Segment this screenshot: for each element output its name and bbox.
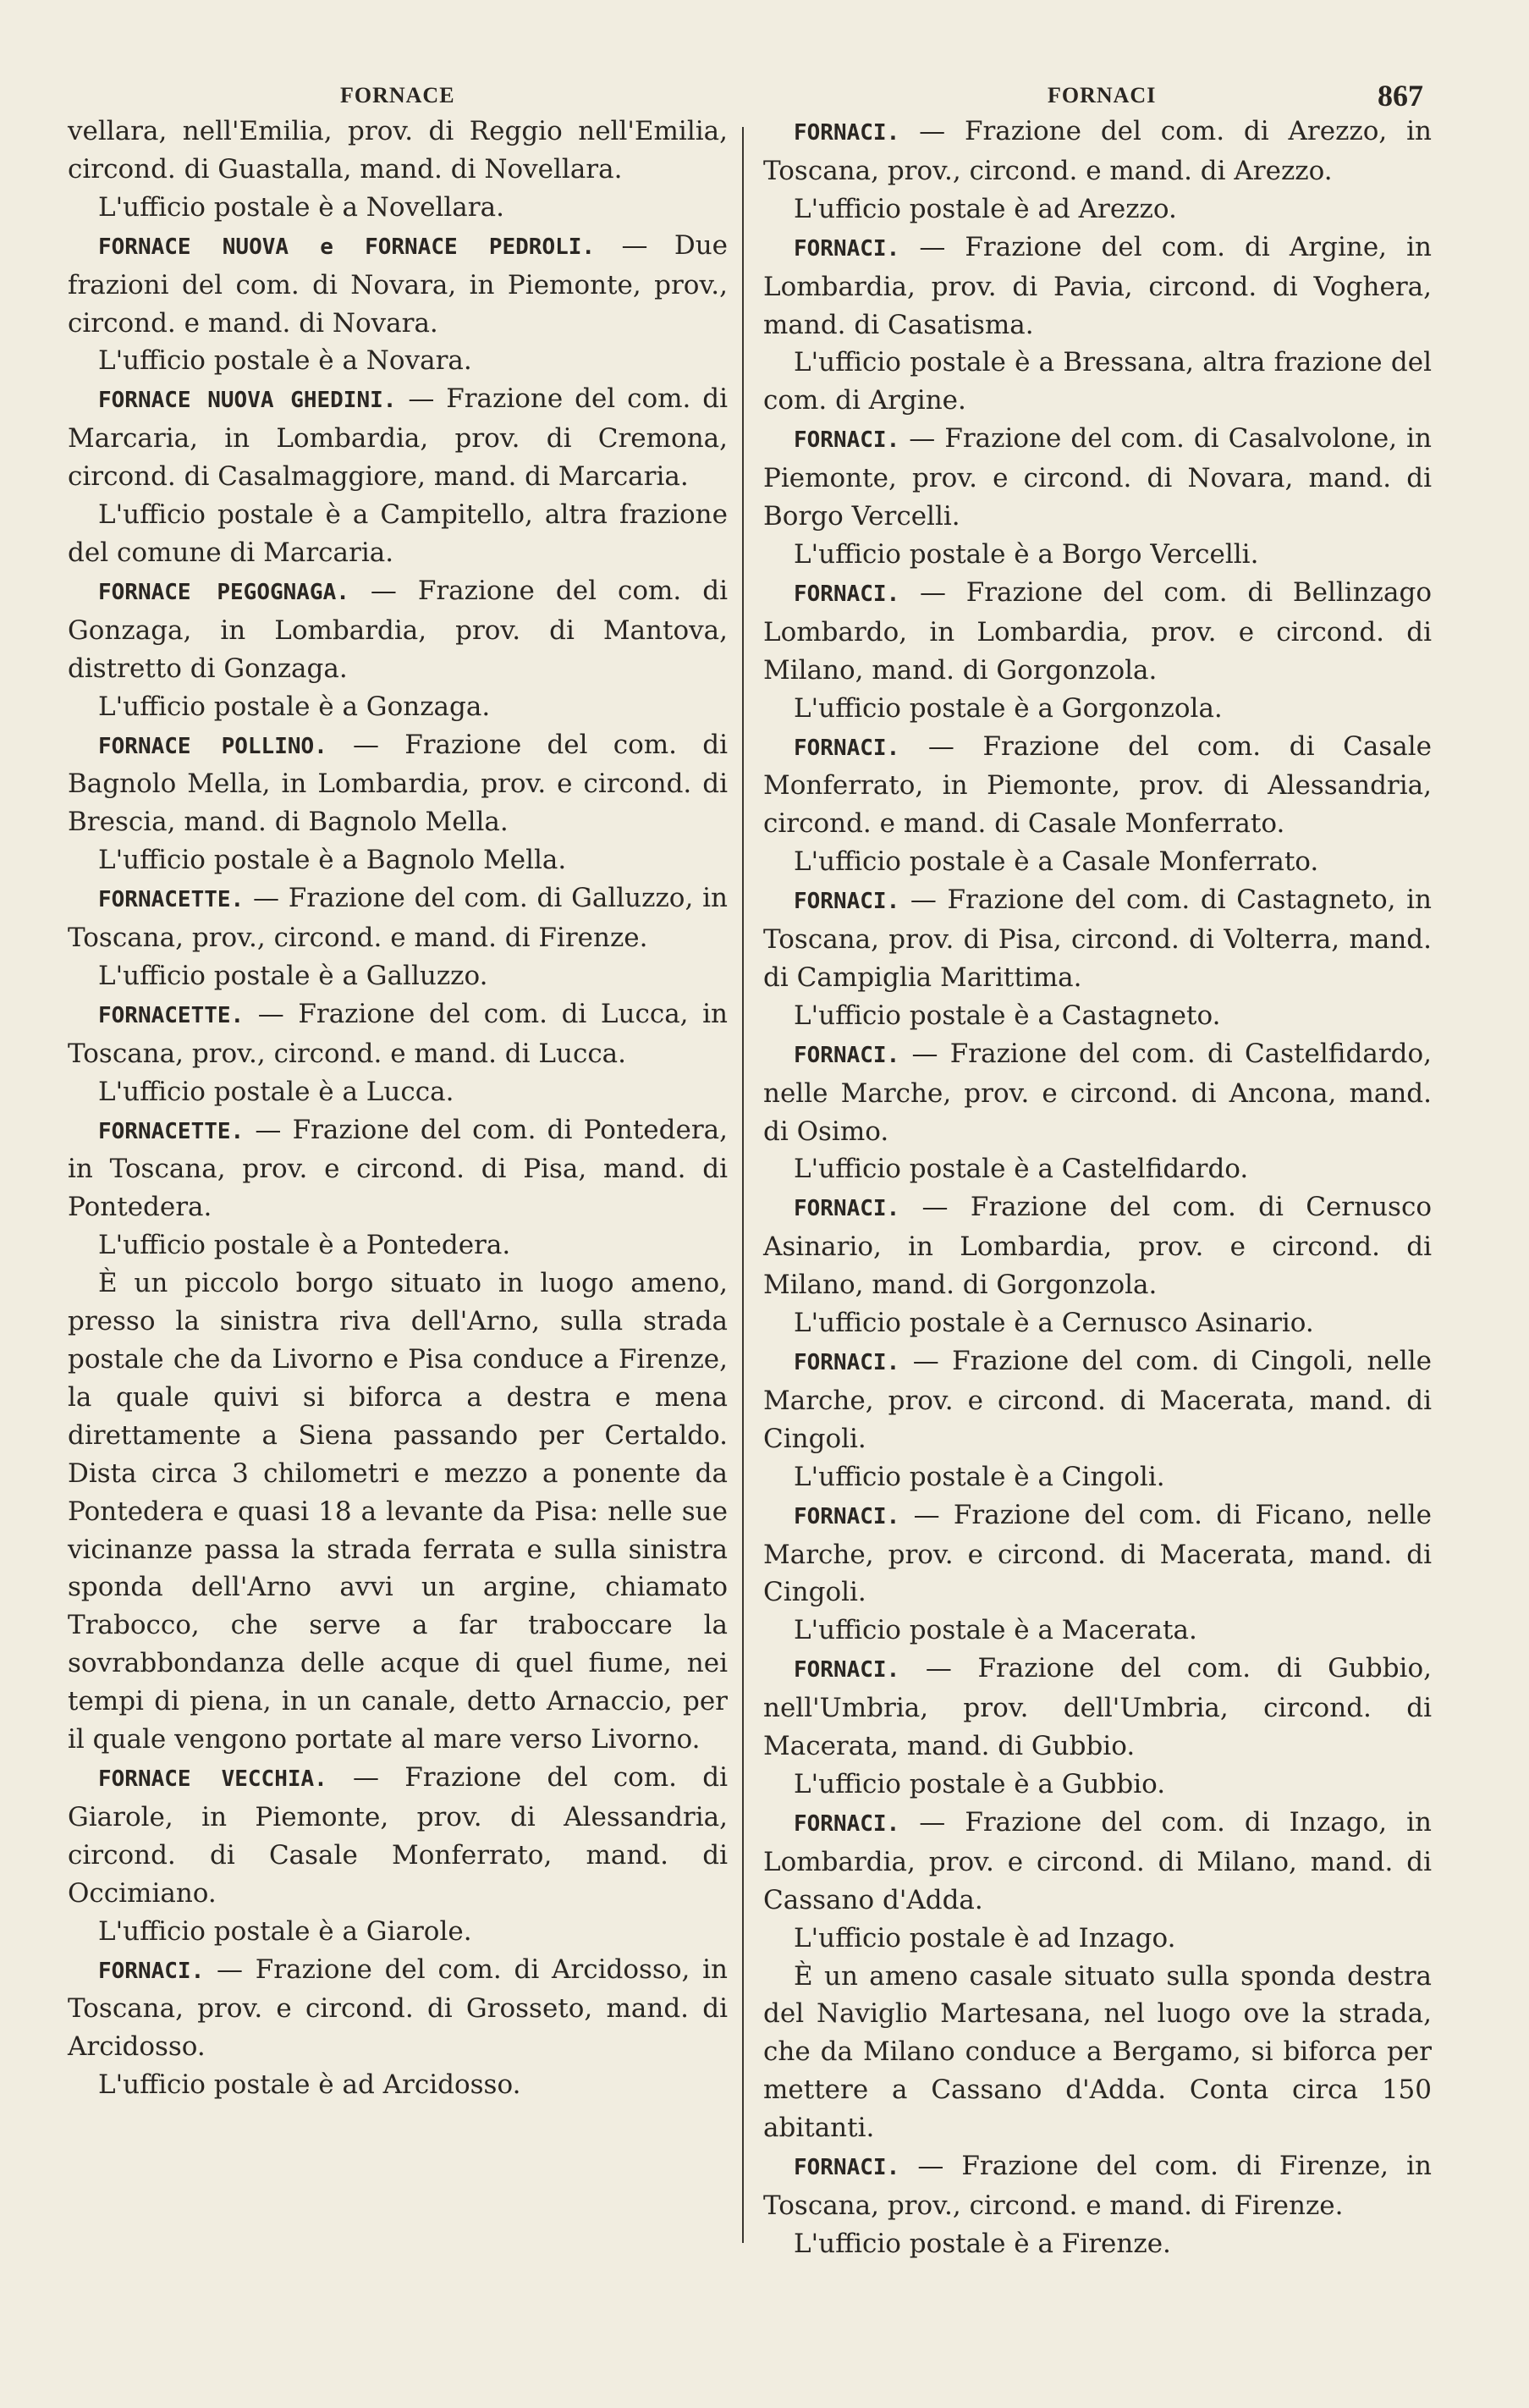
entry-description: — Frazione del com. di Argine, in Lombardia, prov. di Pavia, circond. di Voghera, mand. di Casatisma. (763, 231, 1432, 340)
gazetteer-entry (763, 2147, 1432, 2225)
gazetteer-entry (763, 1342, 1432, 1458)
gazetteer-entry (68, 380, 728, 496)
gazetteer-entry (763, 1188, 1432, 1304)
entry-headword: FORNACI. (794, 120, 900, 146)
entry-description: — Due frazioni del com. di Novara, in Piemonte, prov., circond. e mand. di Novara. (68, 229, 729, 339)
gazetteer-entry (68, 1951, 728, 2067)
gazetteer-entry (68, 995, 728, 1073)
gazetteer-entry (68, 1759, 728, 1913)
left-column (68, 113, 728, 2104)
entry-paragraph: L'ufficio postale è a Gorgonzola. (794, 692, 1223, 724)
entry-headword: FORNACI. (98, 1958, 205, 1984)
column-divider (742, 127, 744, 2243)
entry-headword: FORNACI. (794, 2155, 900, 2181)
running-head-left: FORNACE (340, 83, 455, 107)
gazetteer-entry (763, 881, 1432, 997)
entry-description: — Frazione del com. di Cingoli, nelle Marche, prov. e circond. di Macerata, mand. di Cingoli. (763, 1346, 1432, 1454)
entry-description: — Frazione del com. di Castagneto, in Toscana, prov. di Pisa, circond. di Volterra, mand. di Campiglia Marittima. (763, 884, 1432, 993)
entry-paragraph: L'ufficio postale è a Lucca. (98, 1076, 454, 1107)
entry-paragraph: L'ufficio postale è a Macerata. (794, 1615, 1197, 1646)
gazetteer-entry (68, 1111, 728, 1227)
page-number: 867 (1378, 79, 1423, 113)
entry-paragraph: L'ufficio postale è ad Arcidosso. (98, 2069, 521, 2101)
gazetteer-entry (763, 1496, 1432, 1612)
entry-description: — Frazione del com. di Inzago, in Lombardia, prov. e circond. di Milano, mand. di Cassano d'Adda. (763, 1806, 1432, 1915)
gazetteer-entry (763, 113, 1432, 190)
entry-description: — Frazione del com. di Casalvolone, in Piemonte, prov. e circond. di Novara, mand. di Borgo Vercelli. (763, 423, 1432, 532)
gazetteer-entry (68, 879, 728, 957)
entry-description: — Frazione del com. di Galluzzo, in Toscana, prov., circond. e mand. di Firenze. (68, 883, 728, 954)
entry-paragraph: L'ufficio postale è a Gubbio. (794, 1768, 1166, 1799)
gazetteer-entry (763, 728, 1432, 844)
entry-description: — Frazione del com. di Firenze, in Toscana, prov., circond. e mand. di Firenze. (763, 2151, 1432, 2221)
running-head-right: FORNACI (1048, 83, 1157, 107)
entry-description: — Frazione del com. di Castelfidardo, nelle Marche, prov. e circond. di Ancona, mand. di Osimo. (763, 1038, 1432, 1147)
entry-headword: FORNACE NUOVA GHEDINI. (98, 388, 397, 414)
entry-headword: FORNACI. (794, 1196, 900, 1222)
entry-paragraph: L'ufficio postale è a Pontedera. (98, 1230, 511, 1261)
entry-headword: FORNACI. (794, 1503, 900, 1529)
gazetteer-entry (763, 574, 1432, 690)
entry-paragraph: L'ufficio postale è a Castagneto. (794, 1000, 1221, 1031)
entry-headword: FORNACE POLLINO. (98, 733, 327, 759)
entry-description: — Frazione del com. di Casale Monferrato, in Piemonte, prov. di Alessandria, circond. e mand. di Casale Monferrato. (763, 730, 1432, 840)
entry-headword: FORNACI. (794, 1350, 900, 1375)
entry-description: — Frazione del com. di Arezzo, in Toscana, prov., circond. e mand. di Arezzo. (763, 116, 1432, 186)
entry-paragraph: L'ufficio postale è a Bagnolo Mella. (98, 845, 567, 876)
entry-headword: FORNACE VECCHIA. (98, 1766, 327, 1792)
entry-paragraph: L'ufficio postale è ad Inzago. (794, 1922, 1176, 1953)
gazetteer-entry (68, 726, 728, 842)
entry-headword: FORNACE PEGOGNAGA. (98, 579, 349, 605)
entry-headword: FORNACI. (794, 889, 900, 915)
entry-paragraph: L'ufficio postale è a Cingoli. (794, 1461, 1165, 1492)
entry-paragraph: L'ufficio postale è ad Arezzo. (794, 193, 1177, 224)
entry-description: — Frazione del com. di Giarole, in Piemonte, prov. di Alessandria, circond. di Casale Monferrato, mand. di Occimiano. (68, 1761, 728, 1909)
entry-description: — Frazione del com. di Bellinzago Lombardo, in Lombardia, prov. e circond. di Milano, mand. di Gorgonzola. (763, 576, 1432, 686)
entry-paragraph: L'ufficio postale è a Gonzaga. (98, 691, 491, 722)
entry-description: — Frazione del com. di Marcaria, in Lombardia, prov. di Cremona, circond. di Casalmaggiore, mand. di Marcaria. (68, 383, 729, 493)
gazetteer-entry (763, 420, 1432, 536)
entry-description: — Frazione del com. di Ficano, nelle Marche, prov. e circond. di Macerata, mand. di Cingoli. (763, 1499, 1432, 1608)
entry-headword: FORNACI. (794, 735, 900, 761)
entry-headword: FORNACE NUOVA e FORNACE PEDROLI. (98, 234, 596, 260)
gazetteer-entry (68, 227, 728, 343)
entry-description: — Frazione del com. di Pontedera, in Toscana, prov. e circond. di Pisa, mand. di Pontedera. (68, 1114, 728, 1223)
entry-headword: FORNACI. (794, 1042, 900, 1068)
entry-paragraph: L'ufficio postale è a Giarole. (98, 1915, 472, 1947)
entry-description: — Frazione del com. di Arcidosso, in Toscana, prov. e circond. di Grosseto, mand. di Arcidosso. (68, 1953, 728, 2063)
entry-headword: FORNACETTE. (98, 887, 245, 913)
entry-headword: FORNACI. (794, 235, 900, 262)
entry-paragraph: L'ufficio postale è a Cernusco Asinario. (794, 1308, 1314, 1339)
gazetteer-entry (763, 229, 1432, 344)
entry-paragraph: L'ufficio postale è a Galluzzo. (98, 960, 488, 991)
entry-description: — Frazione del com. di Gubbio, nell'Umbria, prov. dell'Umbria, circond. di Macerata, mand. di Gubbio. (763, 1653, 1432, 1762)
right-column (763, 113, 1432, 2263)
entry-headword: FORNACI. (794, 581, 900, 607)
entry-description: — Frazione del com. di Gonzaga, in Lombardia, prov. di Mantova, distretto di Gonzaga. (68, 575, 728, 684)
entry-headword: FORNACETTE. (98, 1118, 245, 1144)
entry-paragraph: L'ufficio postale è a Novellara. (98, 191, 504, 223)
entry-paragraph: L'ufficio postale è a Bressana, altra frazione del com. di Argine. (763, 347, 1432, 416)
entry-paragraph: È un piccolo borgo situato in luogo ameno, presso la sinistra riva dell'Arno, sulla strada postale che da Livorno e Pisa conduce a Firenze, la quale quivi si biforca a destra e mena direttamente a Siena passando per Certaldo. Dista circa 3 chilometri e mezzo a ponente da Pontedera e quasi 18 a levante da Pisa: nelle sue vicinanze passa la strada ferrata e sulla sinistra sponda dell'Arno avvi un argine, chiamato Trabocco, che serve a far traboccare la sovrabbondanza delle acque di quel fiume, nei tempi di piena, in un canale, detto Arnaccio, per il quale vengono portate al mare verso Livorno. (68, 1268, 728, 1755)
entry-paragraph: L'ufficio postale è a Campitello, altra frazione del comune di Marcaria. (68, 499, 728, 568)
entry-description: — Frazione del com. di Bagnolo Mella, in Lombardia, prov. e circond. di Brescia, mand. di Bagnolo Mella. (68, 729, 728, 838)
entry-paragraph: L'ufficio postale è a Borgo Vercelli. (794, 538, 1259, 570)
entry-paragraph: È un ameno casale situato sulla sponda destra del Naviglio Martesana, nel luogo ove la strada, che da Milano conduce a Bergamo, si biforca per mettere a Cassano d'Adda. Conta circa 150 abitanti. (763, 1960, 1432, 2144)
entry-headword: FORNACETTE. (98, 1002, 245, 1028)
continued-text: vellara, nell'Emilia, prov. di Reggio nell'Emilia, circond. di Guastalla, mand. di Novellara. (68, 116, 728, 185)
entry-paragraph: L'ufficio postale è a Casale Monferrato. (794, 846, 1319, 878)
gazetteer-entry (763, 1035, 1432, 1151)
entry-headword: FORNACI. (794, 427, 900, 454)
gazetteer-entry (68, 572, 728, 688)
entry-paragraph: L'ufficio postale è a Castelfidardo. (794, 1154, 1249, 1185)
gazetteer-entry (763, 1804, 1432, 1920)
entry-paragraph: L'ufficio postale è a Novara. (98, 345, 472, 377)
gazetteer-entry (763, 1650, 1432, 1766)
entry-description: — Frazione del com. di Lucca, in Toscana, prov., circond. e mand. di Lucca. (68, 998, 728, 1069)
entry-description: — Frazione del com. di Cernusco Asinario, in Lombardia, prov. e circond. di Milano, mand. di Gorgonzola. (763, 1192, 1432, 1301)
entry-headword: FORNACI. (794, 1657, 900, 1683)
entry-headword: FORNACI. (794, 1810, 900, 1837)
entry-paragraph: L'ufficio postale è a Firenze. (794, 2228, 1171, 2259)
